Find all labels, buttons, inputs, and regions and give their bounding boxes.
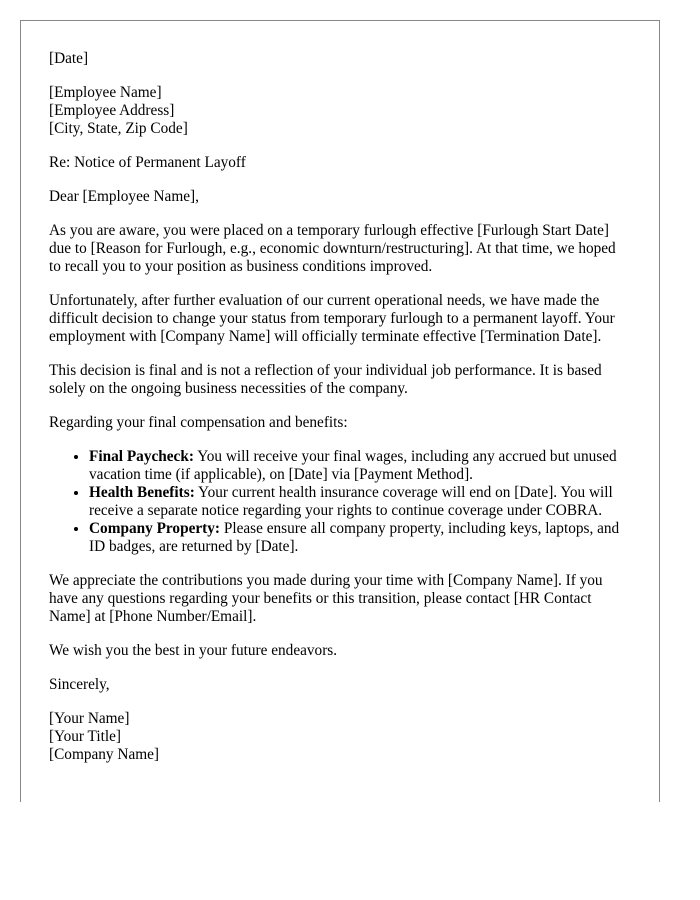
paragraph-final: This decision is final and is not a reflection of your individual job performance. It is based solely on the ongoing business necessities of the company. xyxy=(49,362,602,397)
benefits-list xyxy=(49,448,631,556)
recipient-name: [Employee Name] xyxy=(49,84,162,101)
benefit-label: Company Property: xyxy=(89,520,221,537)
recipient-city-state-zip: [City, State, Zip Code] xyxy=(49,120,188,137)
signature-title: [Your Title] xyxy=(49,728,121,745)
list-item xyxy=(89,520,631,556)
letter-signoff: Sincerely, xyxy=(49,676,110,693)
letter-date: [Date] xyxy=(49,50,89,67)
paragraph-furlough: As you are aware, you were placed on a temporary furlough effective [Furlough Start Date] due to [Reason for Furlough, e.g., economic downturn/restructuring]. At that time, we hoped to recall you to your position as business conditions improved. xyxy=(49,222,616,275)
signature-name: [Your Name] xyxy=(49,710,130,727)
paragraph-wishes: We wish you the best in your future endeavors. xyxy=(49,642,338,659)
recipient-address: [Employee Address] xyxy=(49,102,175,119)
list-item xyxy=(89,484,631,520)
benefit-text: You will receive your final wages, including any accrued but unused vacation time (if applicable), on [Date] via [Payment Method]. xyxy=(89,448,617,483)
signature-company: [Company Name] xyxy=(49,746,160,763)
signature-block xyxy=(49,710,631,764)
list-item xyxy=(89,448,631,484)
paragraph-decision: Unfortunately, after further evaluation of our current operational needs, we have made the difficult decision to change your status from temporary furlough to a permanent layoff. Your employment with [Company Name] will officially terminate effective [Termination Date]. xyxy=(49,292,615,345)
letter-page xyxy=(20,20,660,802)
benefit-label: Health Benefits: xyxy=(89,484,195,501)
benefit-label: Final Paycheck: xyxy=(89,448,194,465)
letter-subject: Re: Notice of Permanent Layoff xyxy=(49,154,246,171)
benefit-text: Your current health insurance coverage will end on [Date]. You will receive a separate notice regarding your rights to continue coverage under COBRA. xyxy=(89,484,613,519)
letter-salutation: Dear [Employee Name], xyxy=(49,188,199,205)
paragraph-appreciation: We appreciate the contributions you made during your time with [Company Name]. If you have any questions regarding your benefits or this transition, please contact [HR Contact Name] at [Phone Number/Email]. xyxy=(49,572,603,625)
recipient-block xyxy=(49,84,631,138)
paragraph-compensation-intro: Regarding your final compensation and benefits: xyxy=(49,414,348,431)
benefit-text: Please ensure all company property, including keys, laptops, and ID badges, are returned by [Date]. xyxy=(89,520,620,555)
